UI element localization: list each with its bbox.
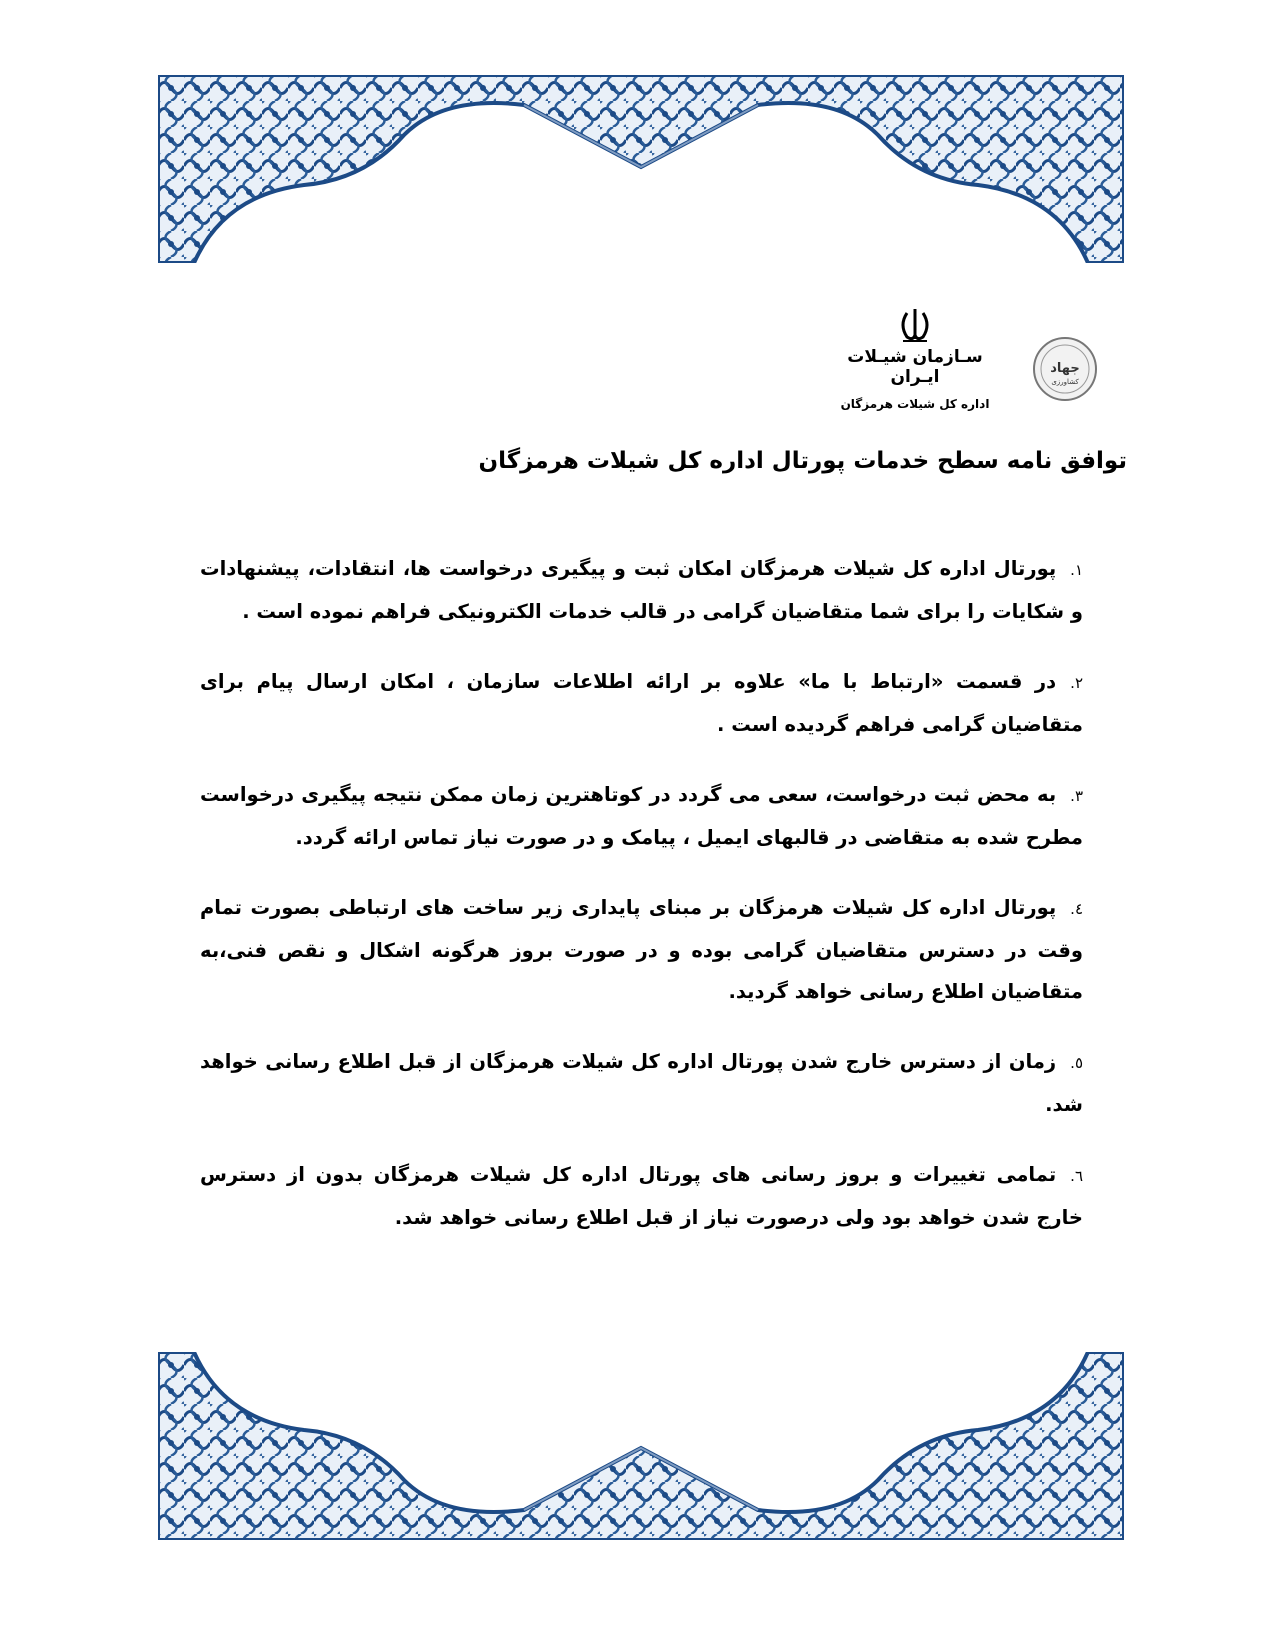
bottom-ornament-banner — [158, 1352, 1124, 1540]
top-ornament-banner — [158, 75, 1124, 263]
persian-tile-ornament-icon — [158, 75, 1124, 263]
clause-text: به محض ثبت درخواست، سعی می گردد در کوتاهترین زمان ممکن نتیجه پیگیری درخواست مطرح شده به متقاضی در قالبهای ایمیل ، پیامک و در صورت نیاز تماس ارائه گردد. — [200, 783, 1083, 849]
organization-header — [820, 305, 1010, 411]
clause-item — [200, 548, 1083, 632]
clause-text: زمان از دسترس خارج شدن پورتال اداره کل شیلات هرمزگان از قبل اطلاع رسانی خواهد شد. — [200, 1050, 1083, 1116]
clause-number: ٦. — [1070, 1167, 1083, 1185]
clause-item — [200, 1041, 1083, 1125]
clause-item — [200, 774, 1083, 858]
clause-number: ٢. — [1070, 674, 1083, 692]
clause-list — [200, 548, 1083, 1267]
clause-number: ١. — [1070, 561, 1083, 579]
clause-item — [200, 1154, 1083, 1238]
clause-text: پورتال اداره کل شیلات هرمزگان امکان ثبت و پیگیری درخواست ها، انتقادات، پیشنهادات و شکایات را برای شما متقاضیان گرامی در قالب خدمات الکترونیکی فراهم نموده است . — [200, 557, 1083, 623]
page-title: توافق نامه سطح خدمات پورتال اداره کل شیلات هرمزگان — [478, 448, 1127, 474]
clause-item — [200, 887, 1083, 1012]
org-name: سـازمان شیـلات ایـران — [847, 347, 983, 387]
clause-number: ٣. — [1070, 787, 1083, 805]
clause-text: تمامی تغییرات و بروز رسانی های پورتال اداره کل شیلات هرمزگان بدون از دسترس خارج شدن خواهد بود ولی درصورت نیاز از قبل اطلاع رسانی خواهد شد. — [200, 1163, 1083, 1229]
org-subtitle: اداره کل شیلات هرمزگان — [840, 397, 990, 411]
jahad-keshavarzi-seal-icon — [1032, 336, 1098, 402]
persian-tile-ornament-icon — [158, 1352, 1124, 1540]
clause-number: ٤. — [1070, 900, 1083, 918]
clause-number: ٥. — [1070, 1054, 1083, 1072]
seal-text: جهاد — [1050, 361, 1080, 376]
seal-subtext: کشاورزی — [1051, 378, 1079, 386]
iran-emblem-icon — [895, 305, 935, 345]
clause-item — [200, 661, 1083, 745]
clause-text: در قسمت «ارتباط با ما» علاوه بر ارائه اطلاعات سازمان ، امکان ارسال پیام برای متقاضیان گرامی فراهم گردیده است . — [200, 670, 1083, 736]
clause-text: پورتال اداره کل شیلات هرمزگان بر مبنای پایداری زیر ساخت های ارتباطی بصورت تمام وقت در دسترس متقاضیان گرامی بوده و در صورت بروز هرگونه اشکال و نقص فنی،به متقاضیان اطلاع رسانی خواهد گردید. — [200, 896, 1083, 1003]
